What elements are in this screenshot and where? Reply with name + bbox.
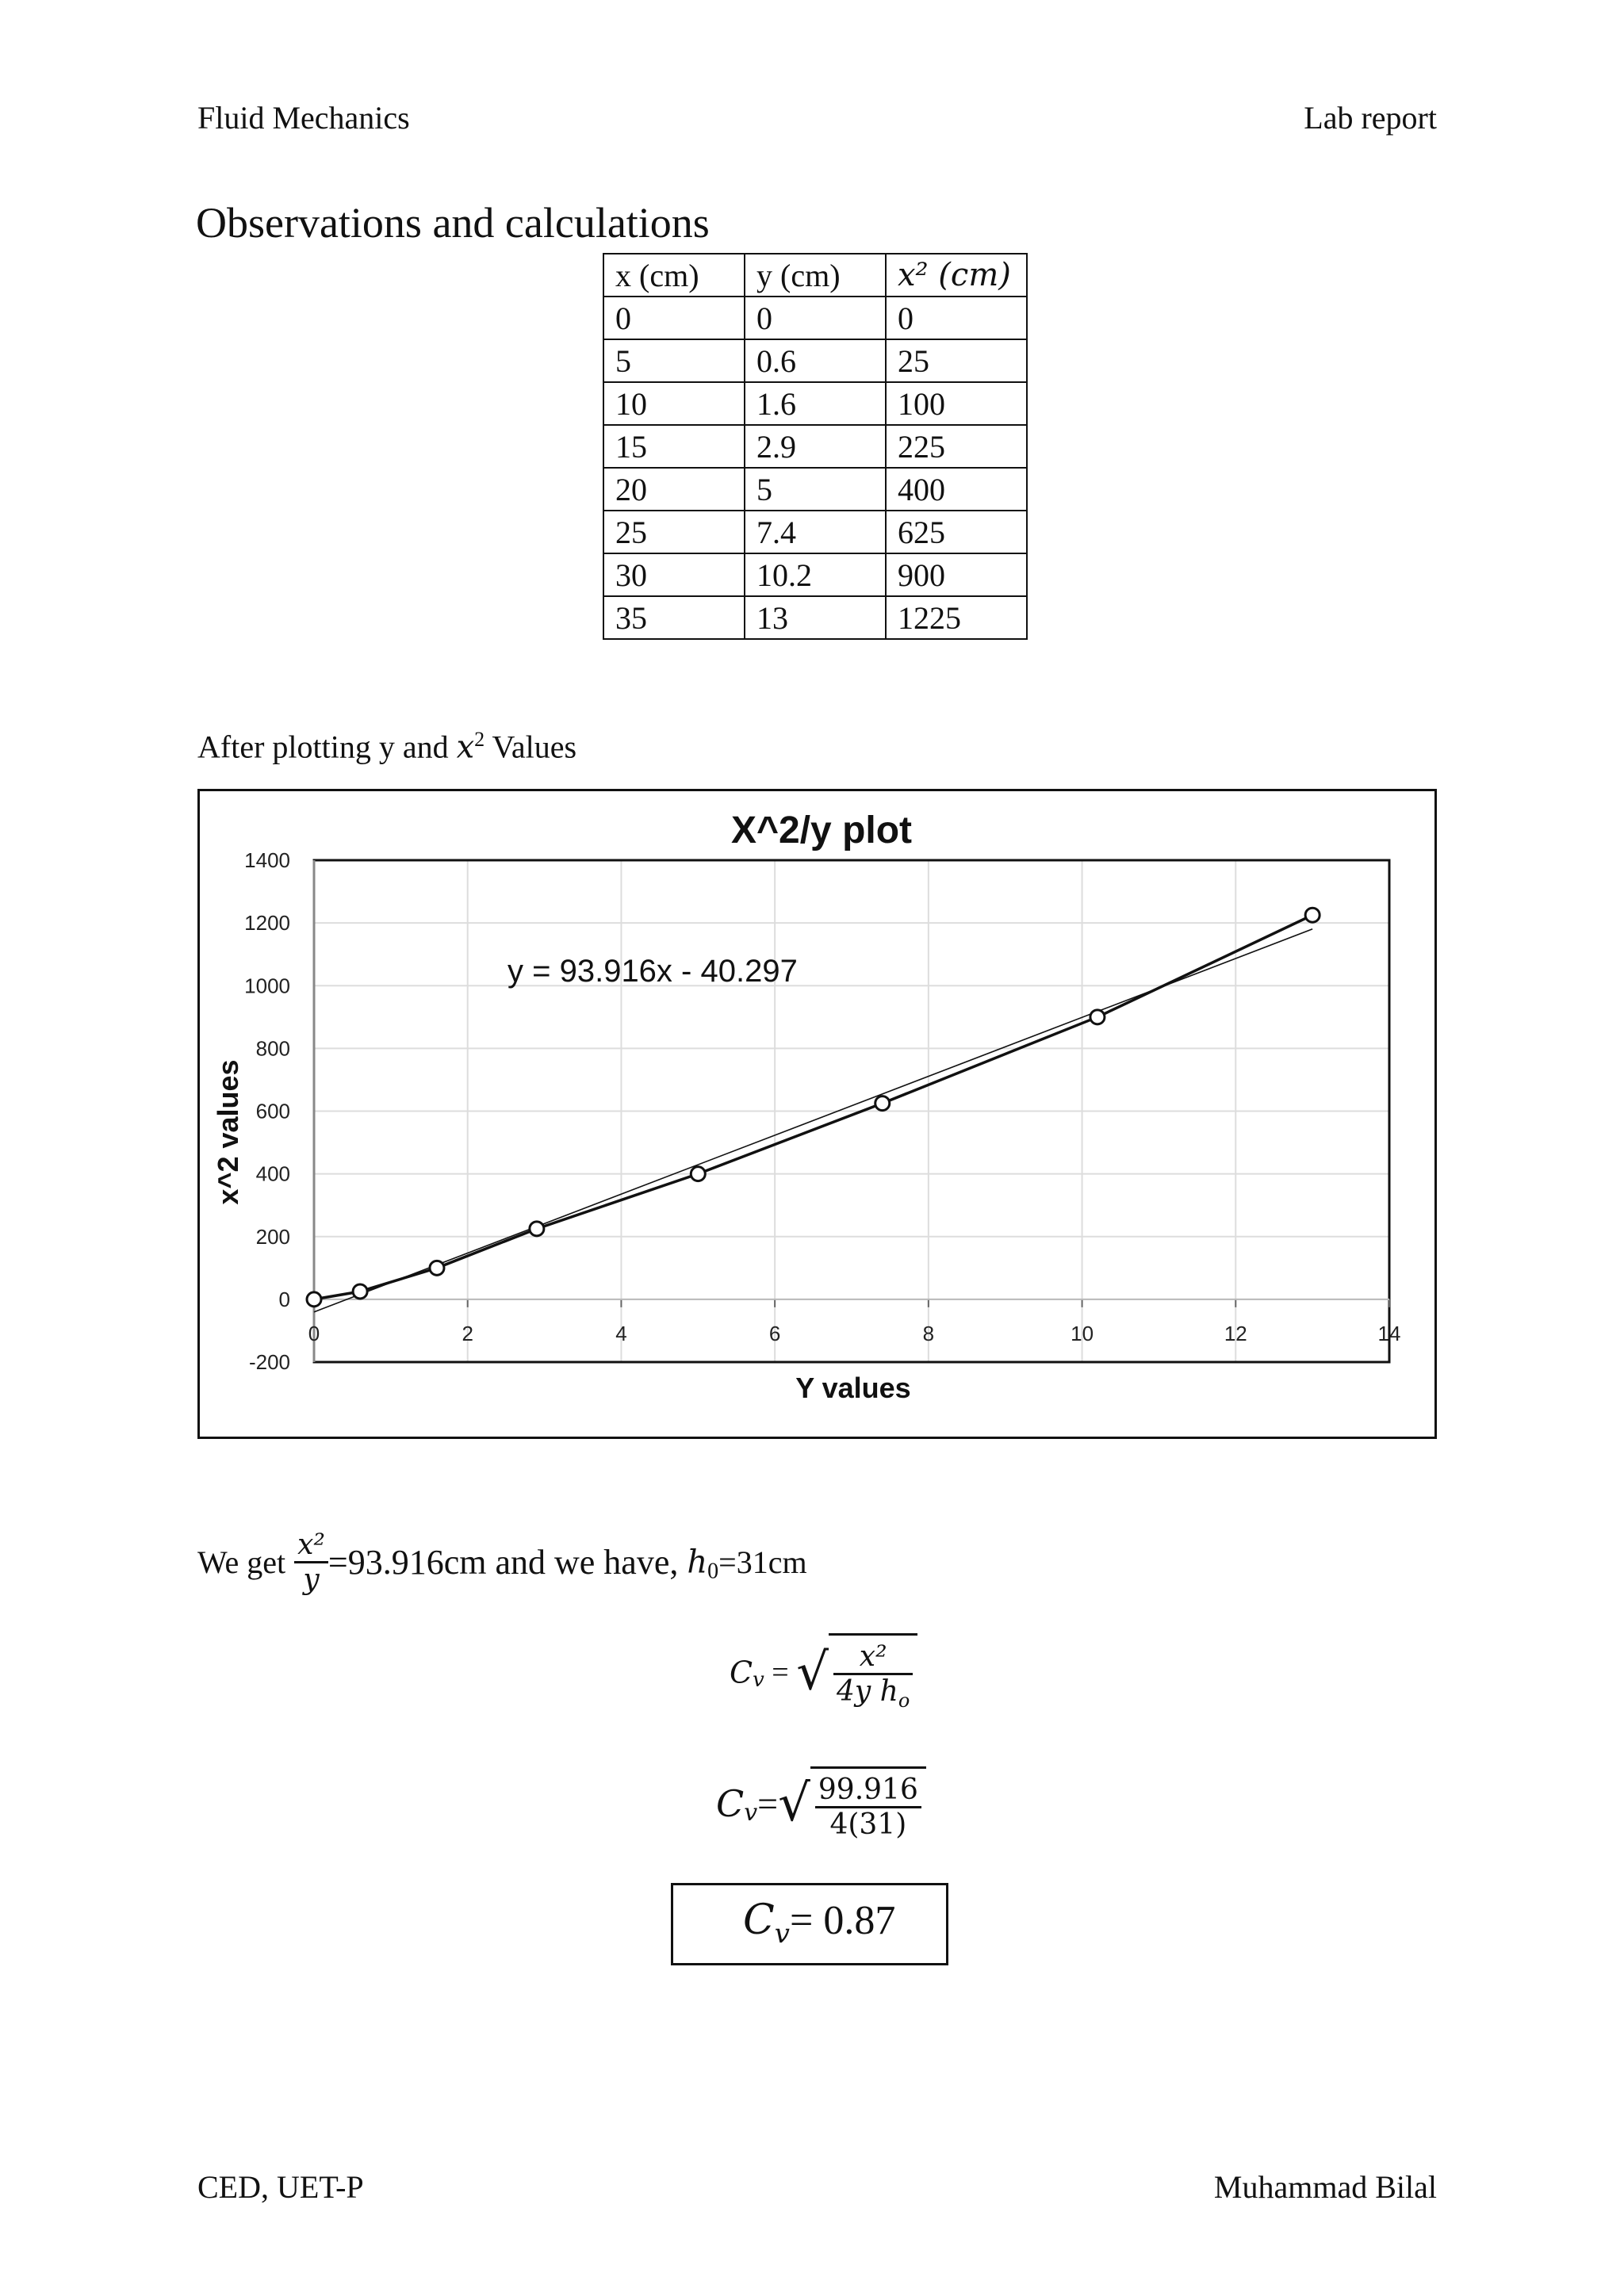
series-group [314,915,1312,1299]
table-row [603,339,1027,382]
table-cell: 10.2 [745,553,886,596]
observations-table [603,253,1028,640]
x-tick-label: 6 [768,1321,781,1345]
cv-symbol: C [716,1782,745,1825]
table-cell: 0 [745,297,886,339]
x-tick-label: 4 [615,1321,627,1345]
table-row [603,511,1027,553]
table-cell: 0.6 [745,339,886,382]
fraction-denominator: 4y h [837,1675,898,1708]
table-cell: 225 [886,425,1027,468]
x-tick-label: 2 [462,1321,473,1345]
table-cell: 5 [745,468,886,511]
equals-sign: = [757,1783,779,1824]
data-point [1305,908,1320,922]
table-cell: 0 [603,297,745,339]
x2-over-y-fraction [294,1529,328,1596]
table-cell: 0 [886,297,1027,339]
plot-caption-var: x [456,729,475,766]
table-cell: 10 [603,382,745,425]
table-header-cell: x (cm) [603,254,745,297]
sqrt-icon: √ [796,1643,829,1702]
fraction-numerator: 99.916 [815,1774,921,1808]
cv-substitution [716,1766,926,1841]
data-point [530,1222,544,1236]
cv-sub: v [744,1798,758,1827]
table-cell: 5 [603,339,745,382]
fraction-denominator: y [303,1563,320,1596]
calc-line [197,1529,807,1596]
y-axis-label: x^2 values [212,1059,244,1205]
table-row [603,425,1027,468]
result-box [671,1883,948,1965]
chart-grid [314,860,1389,1362]
chart-frame [197,789,1437,1439]
header-right: Lab report [1304,100,1437,136]
table-header-cell: x² (cm) [886,254,1027,297]
data-point [875,1096,890,1111]
cv-formula [730,1633,917,1712]
table-row [603,382,1027,425]
cv-result [743,1896,895,1950]
section-title: Observations and calculations [196,199,710,247]
h0-sub: 0 [707,1559,719,1584]
x-axis-ticks [308,1299,1401,1345]
cv-sub: v [753,1667,764,1692]
plot-caption-before: After plotting y and [197,729,457,765]
fraction-numerator: x² [833,1640,913,1675]
x-tick-label: 10 [1071,1321,1094,1345]
table-cell: 25 [603,511,745,553]
markers-group [307,908,1320,1307]
cv-symbol: C [730,1655,753,1690]
table-cell: 625 [886,511,1027,553]
table-header-row [603,254,1027,297]
y-tick-label: 800 [255,1036,290,1061]
table-header-cell: y (cm) [745,254,886,297]
y-tick-label: 1000 [244,974,290,998]
chart [200,791,1434,1437]
h0-label: h [687,1544,708,1581]
data-point [1090,1010,1105,1024]
y-tick-label: 400 [255,1161,290,1186]
chart-title: X^2/y plot [730,809,913,851]
ho-sub: o [898,1689,910,1712]
table-cell: 13 [745,596,886,639]
table-cell: 2.9 [745,425,886,468]
table-cell: 1.6 [745,382,886,425]
sqrt-icon: √ [778,1774,810,1833]
plot-caption-sup: 2 [474,728,485,751]
radicand [829,1633,917,1712]
table-cell: 7.4 [745,511,886,553]
data-point [353,1284,367,1299]
y-tick-label: 200 [255,1224,290,1249]
h0-value: =31cm [718,1544,807,1580]
table-cell: 400 [886,468,1027,511]
table-cell: 30 [603,553,745,596]
equals-sign: = [764,1655,797,1689]
table-row [603,553,1027,596]
table-cell: 20 [603,468,745,511]
x-axis-label: Y values [795,1372,911,1404]
cv-value: = 0.87 [790,1898,896,1943]
x-tick-label: 0 [308,1321,320,1345]
y-tick-label: -200 [248,1350,290,1374]
table-cell: 35 [603,596,745,639]
y-tick-label: 0 [278,1287,290,1311]
table-cell: 15 [603,425,745,468]
radicand [810,1766,926,1841]
table-cell: 25 [886,339,1027,382]
table-row [603,297,1027,339]
data-point [691,1167,705,1181]
table-row [603,596,1027,639]
y-tick-label: 1400 [244,848,290,872]
trendline-equation: y = 93.916x - 40.297 [508,954,798,989]
series-line [314,915,1312,1299]
plot-caption-after: Values [485,729,577,765]
table-cell: 100 [886,382,1027,425]
we-get-text: We get [197,1544,286,1580]
fraction-numerator: x² [294,1529,328,1563]
header-left: Fluid Mechanics [197,100,410,136]
x-tick-label: 8 [922,1321,935,1345]
data-point [430,1261,444,1275]
table-row [603,468,1027,511]
footer-right: Muhammad Bilal [1213,2169,1437,2205]
plot-caption [197,728,576,765]
x-tick-label: 14 [1377,1321,1401,1345]
y-tick-label: 600 [255,1099,290,1123]
y-tick-label: 1200 [244,911,290,936]
fraction-denominator: 4(31) [829,1808,907,1841]
result-text: =93.916cm and we have, [327,1543,688,1582]
x-tick-label: 12 [1224,1321,1247,1345]
footer-left: CED, UET-P [197,2169,364,2205]
data-point [307,1292,321,1307]
y-axis-ticks [244,848,314,1374]
cv-symbol: C [743,1896,775,1944]
cv-sub: v [774,1918,791,1950]
table-cell: 900 [886,553,1027,596]
table-cell: 1225 [886,596,1027,639]
